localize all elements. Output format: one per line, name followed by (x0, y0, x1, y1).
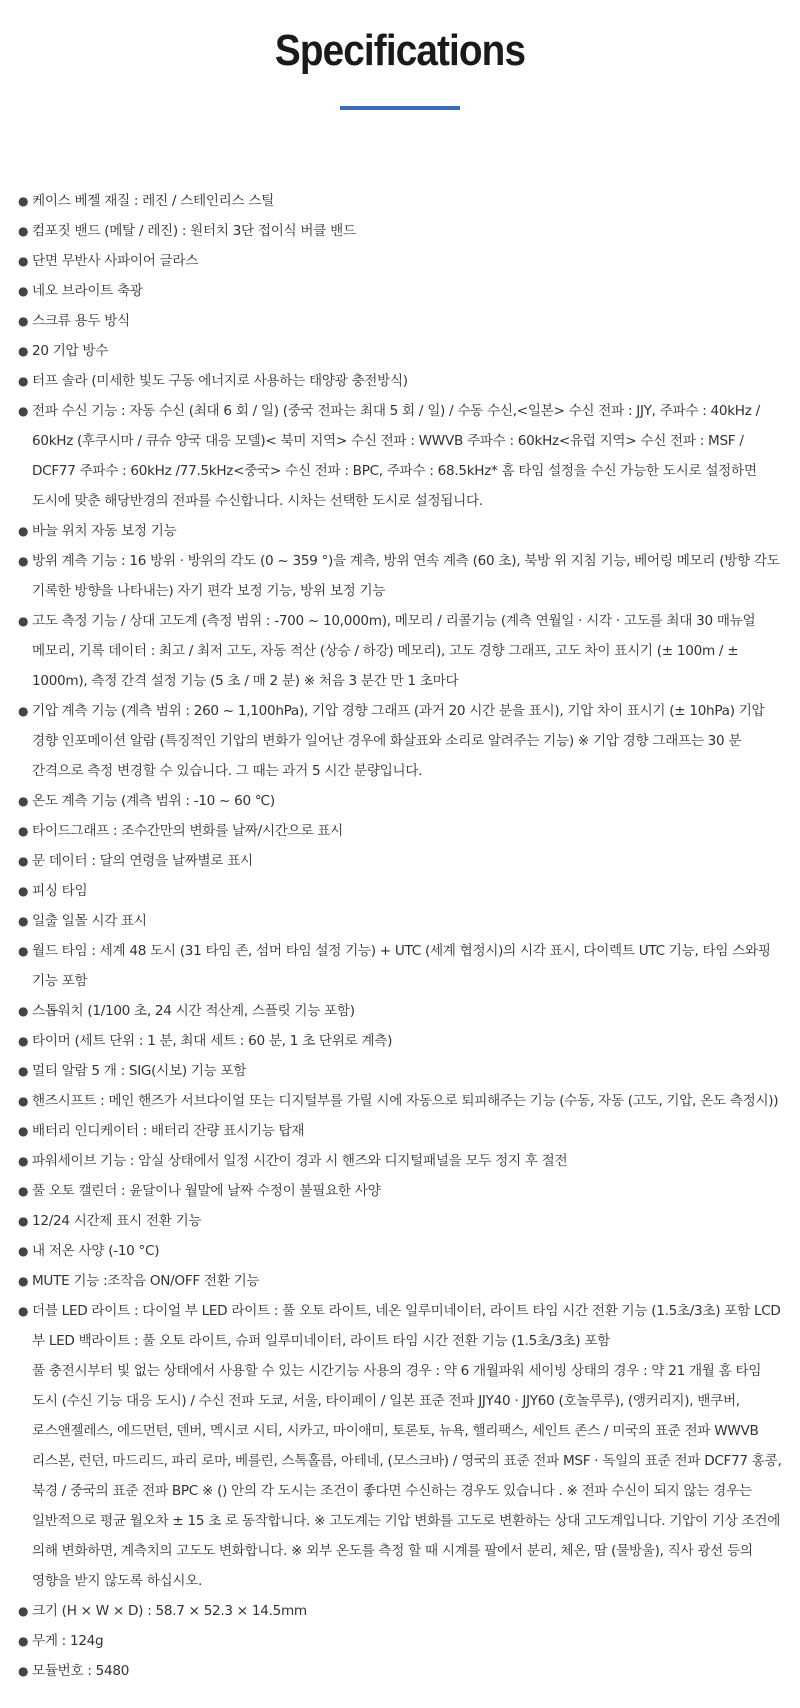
spec-text: 풀 오토 캘린더 : 윤달이나 월말에 날짜 수정이 불필요한 사양 (32, 1183, 381, 1199)
title-underline (340, 106, 460, 110)
bullet-icon: ● (18, 854, 29, 868)
spec-item-luminous (18, 276, 786, 306)
bullet-icon: ● (18, 614, 29, 628)
spec-item-hand-correction (18, 516, 786, 546)
bullet-icon: ● (18, 1064, 29, 1078)
spec-item-low-temperature (18, 1236, 786, 1266)
spec-item-led-light (18, 1296, 786, 1596)
spec-text: 타이드그래프 : 조수간만의 변화를 날짜/시간으로 표시 (32, 823, 343, 839)
spec-text: 핸즈시프트 : 메인 핸즈가 서브다이얼 또는 디지털부를 가릴 시에 자동으로 퇴피해주는 기능 (수동, 자동 (고도, 기압, 온도 측정시)) (32, 1093, 779, 1109)
spec-item-hand-shift (18, 1086, 786, 1116)
bullet-icon: ● (18, 194, 29, 208)
bullet-icon: ● (18, 1154, 29, 1168)
spec-note-text: 풀 충전시부터 빛 없는 상태에서 사용할 수 있는 시간기능 사용의 경우 : 약 6 개월파워 세이빙 상태의 경우 : 약 21 개월 홈 타임 도시 (수신 기능 대응 도시) / 수신 전파 도쿄, 서울, 타이페이 / 일본 표준 전파 JJY40 · JJY60 (호놀루루), (앵커리지), 밴쿠버, 로스앤젤레스, 에드먼턴, 덴버, 멕시코 시티, 시카고, 마이애미, 토론토, 뉴욕, 핼리팩스, 세인트 존스 / 미국의 표준 전파 WWVB 리스본, 런던, 마드리드, 파리 로마, 베를린, 스톡홀름, 아테네, (모스크바) / 영국의 표준 전파 MSF · 독일의 표준 전파 DCF77 홍콩, 북경 / 중국의 표준 전파 BPC ※ () 안의 각 도시는 조건이 좋다면 수신하는 경우도 있습니다 . ※ 전파 수신이 되지 않는 경우는 일반적으로 평균 월오차 ± 15 초 로 동작합니다. ※ 고도계는 기압 변화를 고도로 변환하는 상대 고도계입니다. 기압이 기상 조건에 의해 변화하면, 계측치의 고도도 변화합니다. ※ 외부 온도를 측정 할 때 시계를 팔에서 분리, 체온, 땀 (물방울), 직사 광선 등의 영향을 받지 않도록 하십시오. (32, 1363, 782, 1589)
bullet-icon: ● (18, 1634, 29, 1648)
spec-text: 배터리 인디케이터 : 배터리 잔량 표시기능 탑재 (32, 1123, 305, 1139)
spec-text: 기압 계측 기능 (계측 범위 : 260 ~ 1,100hPa), 기압 경향 그래프 (과거 20 시간 분을 표시), 기압 차이 표시기 (± 10hPa) 기압 경향 인포메이션 알람 (특징적인 기압의 변화가 일어난 경우에 화살표와 소리로 알려주는 기능) ※ 기압 경향 그래프는 30 분 간격으로 측정 변경할 수 있습니다. 그 때는 과거 5 시간 분량입니다. (32, 703, 765, 779)
spec-item-weight (18, 1626, 786, 1656)
spec-text: 문 데이터 : 달의 연령을 날짜별로 표시 (32, 853, 253, 869)
spec-item-battery-indicator (18, 1116, 786, 1146)
spec-text: 전파 수신 기능 : 자동 수신 (최대 6 회 / 일) (중국 전파는 최대 5 회 / 일) / 수동 수신,<일본> 수신 전파 : JJY, 주파수 : 40kHz / 60kHz (후쿠시마 / 큐슈 양국 대응 모델)< 북미 지역> 수신 전파 : WWVB 주파수 : 60kHz<유럽 지역> 수신 전파 : MSF / DCF77 주파수 : 60kHz /77.5kHz<중국> 수신 전파 : BPC, 주파수 : 68.5kHz* 홈 타임 설정을 수신 가능한 도시로 설정하면 도시에 맞춘 해당반경의 전파를 수신합니다. 시차는 선택한 도시로 설정됩니다. (32, 403, 760, 509)
spec-text: MUTE 기능 :조작음 ON/OFF 전환 기능 (32, 1273, 260, 1289)
spec-text: 내 저온 사양 (-10 °C) (32, 1243, 160, 1259)
bullet-icon: ● (18, 224, 29, 238)
spec-item-radio (18, 396, 786, 516)
spec-text: 고도 측정 기능 / 상대 고도계 (측정 범위 : -700 ~ 10,000m), 메모리 / 리콜기능 (계측 연월일 · 시각 · 고도를 최대 30 매뉴얼 메모리, 기록 데이터 : 최고 / 최저 고도, 자동 적산 (상승 / 하강) 메모리), 고도 경향 그래프, 고도 차이 표시기 (± 100m / ± 1000m), 측정 간격 설정 기능 (5 초 / 매 2 분) ※ 처음 3 분간 만 1 초마다 (32, 613, 756, 689)
spec-text: 더블 LED 라이트 : 다이얼 부 LED 라이트 : 풀 오토 라이트, 네온 일루미네이터, 라이트 타임 시간 전환 기능 (1.5초/3초) 포함 LCD 부 LED 백라이트 : 풀 오토 라이트, 슈퍼 일루미네이터, 라이트 타임 시간 전환 기능 (1.5초/3초) 포함 (32, 1303, 781, 1349)
spec-item-band (18, 216, 786, 246)
spec-text: 타이머 (세트 단위 : 1 분, 최대 세트 : 60 분, 1 초 단위로 계측) (32, 1033, 393, 1049)
spec-item-crown (18, 306, 786, 336)
spec-item-compass (18, 546, 786, 606)
bullet-icon: ● (18, 1244, 29, 1258)
spec-text: 멀티 알람 5 개 : SIG(시보) 기능 포함 (32, 1063, 247, 1079)
spec-text: 모듈번호 : 5480 (32, 1663, 130, 1679)
spec-item-solar (18, 366, 786, 396)
spec-text: 스톱워치 (1/100 초, 24 시간 적산계, 스플릿 기능 포함) (32, 1003, 355, 1019)
bullet-icon: ● (18, 1124, 29, 1138)
spec-text: 바늘 위치 자동 보정 기능 (32, 523, 177, 539)
bullet-icon: ● (18, 884, 29, 898)
spec-item-mute (18, 1266, 786, 1296)
spec-text: 파워세이브 기능 : 암실 상태에서 일정 시간이 경과 시 핸즈와 디지털패널을 모두 정지 후 절전 (32, 1153, 568, 1169)
spec-text: 무게 : 124g (32, 1633, 104, 1649)
spec-item-barometer (18, 696, 786, 786)
spec-item-case (18, 186, 786, 216)
bullet-icon: ● (18, 1094, 29, 1108)
spec-item-water-resistance (18, 336, 786, 366)
spec-text: 크기 (H × W × D) : 58.7 × 52.3 × 14.5mm (32, 1603, 307, 1619)
spec-item-size (18, 1596, 786, 1626)
bullet-icon: ● (18, 1664, 29, 1678)
bullet-icon: ● (18, 914, 29, 928)
spec-item-power-save (18, 1146, 786, 1176)
bullet-icon: ● (18, 794, 29, 808)
page-title: Specifications (274, 26, 526, 75)
bullet-icon: ● (18, 404, 29, 418)
spec-text: 월드 타임 : 세계 48 도시 (31 타임 존, 섬머 타임 설정 기능) + UTC (세계 협정시)의 시각 표시, 다이렉트 UTC 기능, 타임 스와핑 기능 포함 (32, 943, 771, 989)
bullet-icon: ● (18, 1304, 29, 1318)
spec-item-stopwatch (18, 996, 786, 1026)
spec-list (0, 186, 800, 1686)
bullet-icon: ● (18, 374, 29, 388)
spec-item-world-time (18, 936, 786, 996)
spec-text: 컴포짓 밴드 (메탈 / 레진) : 원터치 3단 접이식 버클 밴드 (32, 223, 356, 239)
bullet-icon: ● (18, 344, 29, 358)
bullet-icon: ● (18, 1214, 29, 1228)
spec-item-12-24-hour (18, 1206, 786, 1236)
bullet-icon: ● (18, 554, 29, 568)
spec-text: 터프 솔라 (미세한 빛도 구동 에너지로 사용하는 태양광 충전방식) (32, 373, 408, 389)
spec-text: 네오 브라이트 축광 (32, 283, 143, 299)
spec-text: 피싱 타임 (32, 883, 88, 899)
spec-text: 방위 계측 기능 : 16 방위 · 방위의 각도 (0 ~ 359 °)을 계측, 방위 연속 계측 (60 초), 북방 위 지침 기능, 베어링 메모리 (방향 각도 기록한 방향을 나타내는) 자기 편각 보정 기능, 방위 보정 기능 (32, 553, 780, 599)
bullet-icon: ● (18, 254, 29, 268)
spec-text: 20 기압 방수 (32, 343, 109, 359)
bullet-icon: ● (18, 1004, 29, 1018)
spec-item-moon-data (18, 846, 786, 876)
spec-text: 온도 계측 기능 (계측 범위 : -10 ~ 60 ℃) (32, 793, 275, 809)
spec-item-glass (18, 246, 786, 276)
bullet-icon: ● (18, 1034, 29, 1048)
spec-item-timer (18, 1026, 786, 1056)
bullet-icon: ● (18, 1274, 29, 1288)
spec-text: 단면 무반사 사파이어 글라스 (32, 253, 199, 269)
spec-item-tide-graph (18, 816, 786, 846)
bullet-icon: ● (18, 824, 29, 838)
bullet-icon: ● (18, 284, 29, 298)
bullet-icon: ● (18, 1604, 29, 1618)
spec-text: 일출 일몰 시각 표시 (32, 913, 147, 929)
spec-item-fishing-time (18, 876, 786, 906)
spec-text: 12/24 시간제 표시 전환 기능 (32, 1213, 202, 1229)
bullet-icon: ● (18, 524, 29, 538)
spec-item-thermometer (18, 786, 786, 816)
spec-item-alarm (18, 1056, 786, 1086)
bullet-icon: ● (18, 944, 29, 958)
bullet-icon: ● (18, 704, 29, 718)
spec-item-sunrise-sunset (18, 906, 786, 936)
spec-item-altimeter (18, 606, 786, 696)
bullet-icon: ● (18, 314, 29, 328)
bullet-icon: ● (18, 1184, 29, 1198)
spec-text: 케이스 베젤 재질 : 레진 / 스테인리스 스틸 (32, 193, 275, 209)
spec-item-module-number (18, 1656, 786, 1686)
spec-item-calendar (18, 1176, 786, 1206)
spec-text: 스크류 용두 방식 (32, 313, 130, 329)
